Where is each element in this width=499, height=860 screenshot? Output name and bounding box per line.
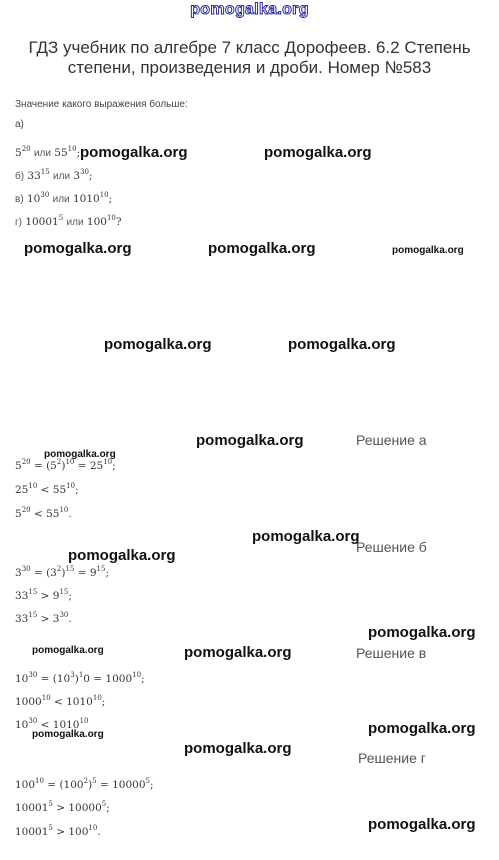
watermark: pomogalka.org bbox=[196, 432, 304, 449]
watermark: pomogalka.org bbox=[80, 144, 188, 161]
solution-g-step-2: $10001^5 > 10000^5$; bbox=[15, 800, 110, 814]
or-word: или bbox=[52, 194, 70, 205]
question-g-expression: г) 10001$^5$ или $100^{10}$? bbox=[15, 214, 122, 228]
part-g-label: г) bbox=[15, 217, 22, 228]
part-a-label: а) bbox=[15, 119, 24, 130]
part-b-label: б) bbox=[15, 171, 25, 182]
title-line-2: степени, произведения и дроби. Номер №583 bbox=[67, 58, 432, 77]
solution-a-title: Решение а bbox=[356, 432, 427, 448]
watermark: pomogalka.org bbox=[264, 144, 372, 161]
watermark: pomogalka.org bbox=[104, 336, 212, 353]
solution-v-step-2: $1000^{10} < 1010^{10}$; bbox=[15, 694, 106, 708]
question-b-expression: б) $33^{15}$ или $3^{30}$; bbox=[15, 168, 93, 182]
solution-b-step-3: $33^{15} > 3^{30}$. bbox=[15, 611, 72, 625]
watermark: pomogalka.org bbox=[184, 644, 292, 661]
question-a-expression: $5^{20}$ или $55^{10}$; bbox=[15, 145, 81, 159]
watermark: pomogalka.org bbox=[68, 547, 176, 564]
or-word: или bbox=[53, 171, 71, 182]
solution-a-step-2: $25^{10} < 55^{10}$; bbox=[15, 482, 79, 496]
question-mark: ? bbox=[115, 216, 122, 228]
watermark: pomogalka.org bbox=[368, 624, 476, 641]
solution-a-step-1: $5^{20} = (5^2)^{10} = 25^{10}$; bbox=[15, 458, 116, 472]
solution-g-step-1: $100^{10} = (100^2)^5 = 10000^5$; bbox=[15, 777, 154, 791]
solution-v-step-3: $10^{30} < 1010^{10}$ bbox=[15, 717, 89, 731]
watermark: pomogalka.org bbox=[368, 720, 476, 737]
question-text: Значение какого выражения больше: bbox=[15, 99, 188, 110]
solution-b-step-2: $33^{15} > 9^{15}$; bbox=[15, 588, 72, 602]
watermark: pomogalka.org bbox=[392, 245, 464, 256]
watermark: pomogalka.org bbox=[208, 240, 316, 257]
solution-v-title: Решение в bbox=[356, 645, 427, 661]
watermark: pomogalka.org bbox=[368, 816, 476, 833]
solution-g-step-3: $10001^5 > 100^{10}$. bbox=[15, 824, 101, 838]
page-title bbox=[0, 38, 499, 78]
solution-b-step-1: $3^{30} = (3^2)^{15} = 9^{15}$; bbox=[15, 565, 109, 579]
site-logo[interactable]: pomogalka.org bbox=[190, 1, 309, 18]
watermark: pomogalka.org bbox=[288, 336, 396, 353]
watermark: pomogalka.org bbox=[184, 740, 292, 757]
or-word: или bbox=[66, 217, 84, 228]
solution-g-title: Решение г bbox=[358, 750, 426, 766]
watermark: pomogalka.org bbox=[32, 729, 104, 740]
solution-b-title: Решение б bbox=[356, 539, 427, 555]
watermark: pomogalka.org bbox=[252, 528, 360, 545]
title-line-1: ГДЗ учебник по алгебре 7 класс Дорофеев. 6.2 Степень bbox=[28, 38, 471, 57]
question-v-expression: в) $10^{30}$ или 1010$^{10}$; bbox=[15, 191, 113, 205]
part-v-label: в) bbox=[15, 194, 24, 205]
watermark: pomogalka.org bbox=[44, 449, 116, 460]
solution-v-step-1: $10^{30} = (10^3)^10 = 1000^{10}$; bbox=[15, 671, 145, 685]
watermark: pomogalka.org bbox=[24, 240, 132, 257]
watermark: pomogalka.org bbox=[32, 645, 104, 656]
solution-a-step-3: $5^{20} < 55^{10}$. bbox=[15, 506, 72, 520]
or-word: или bbox=[33, 148, 51, 159]
